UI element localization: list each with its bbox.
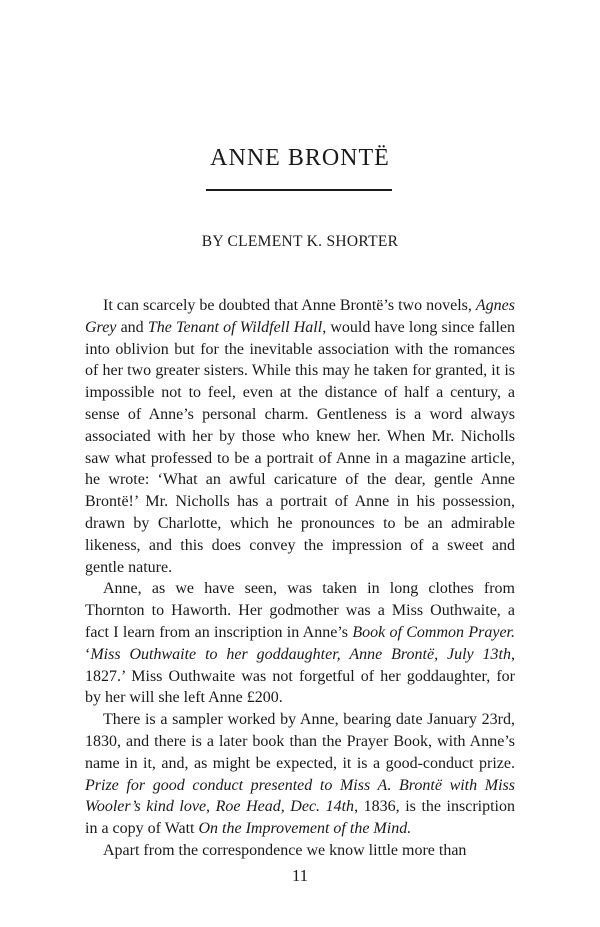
italic-text: The Tenant of Wildfell Hall xyxy=(147,318,323,336)
text-run: , 1827.’ Miss Outhwaite was not forgetful of her goddaughter, for by her will she left Anne £200. xyxy=(85,645,515,707)
italic-text: Agnes Grey xyxy=(85,297,515,336)
italic-text: Prize for good conduct presented to Miss A. Brontë with Miss Wooler’s kind love, Roe Head, Dec. 14th xyxy=(85,776,515,816)
text-run: There is a sampler worked by Anne, bearing date January 23rd, 1830, and there is a later book than the Prayer Book, with Anne’s name in it, and, as might be expected, it is a good-conduct prize. xyxy=(85,711,515,772)
page-number: 11 xyxy=(291,866,309,885)
italic-text: Book of Common Prayer. xyxy=(352,623,516,641)
paragraph xyxy=(85,709,515,840)
paragraph xyxy=(85,578,515,709)
text-run: It can scarcely be doubted that Anne Brontë’s two novels, xyxy=(103,297,476,314)
chapter-title: ANNE BRONTË xyxy=(210,145,390,171)
body-text xyxy=(85,295,515,862)
italic-text: On the Improvement of the Mind. xyxy=(198,820,412,838)
paragraph xyxy=(85,295,515,578)
text-run: , 1836, is the inscription in a copy of Watt xyxy=(85,798,515,838)
author-byline: BY CLEMENT K. SHORTER xyxy=(201,233,399,250)
text-run: Anne, as we have seen, was taken in long clothes from Thornton to Haworth. Her godmother was a Miss Outhwaite, a fact I learn from an inscription in Anne’s xyxy=(85,580,515,641)
text-run: Apart from the correspondence we know little more than xyxy=(103,841,467,859)
text-run: , would have long since fallen into oblivion but for the inevitable association with the romances of her two greater sisters. While this may he taken for granted, it is impossible not to feel, even at the distance of half a century, a sense of Anne’s personal charm. Gentleness is a word always associated with her by those who knew her. When Mr. Nicholls saw what professed to be a portrait of Anne in a magazine article, he wrote: ‘What an awful caricature of the dear, gentle Anne Brontë!’ Mr. Nicholls has a portrait of Anne in his possession, drawn by Charlotte, which he pronounces to be an admirable likeness, and this does convey the impression of a sweet and gentle nature. xyxy=(85,318,515,576)
title-divider xyxy=(206,189,392,191)
text-run: ‘ xyxy=(85,645,91,663)
paragraph xyxy=(85,840,515,862)
text-run: and xyxy=(116,318,148,336)
italic-text: Miss Outhwaite to her goddaughter, Anne Brontë, July 13th xyxy=(90,645,511,663)
